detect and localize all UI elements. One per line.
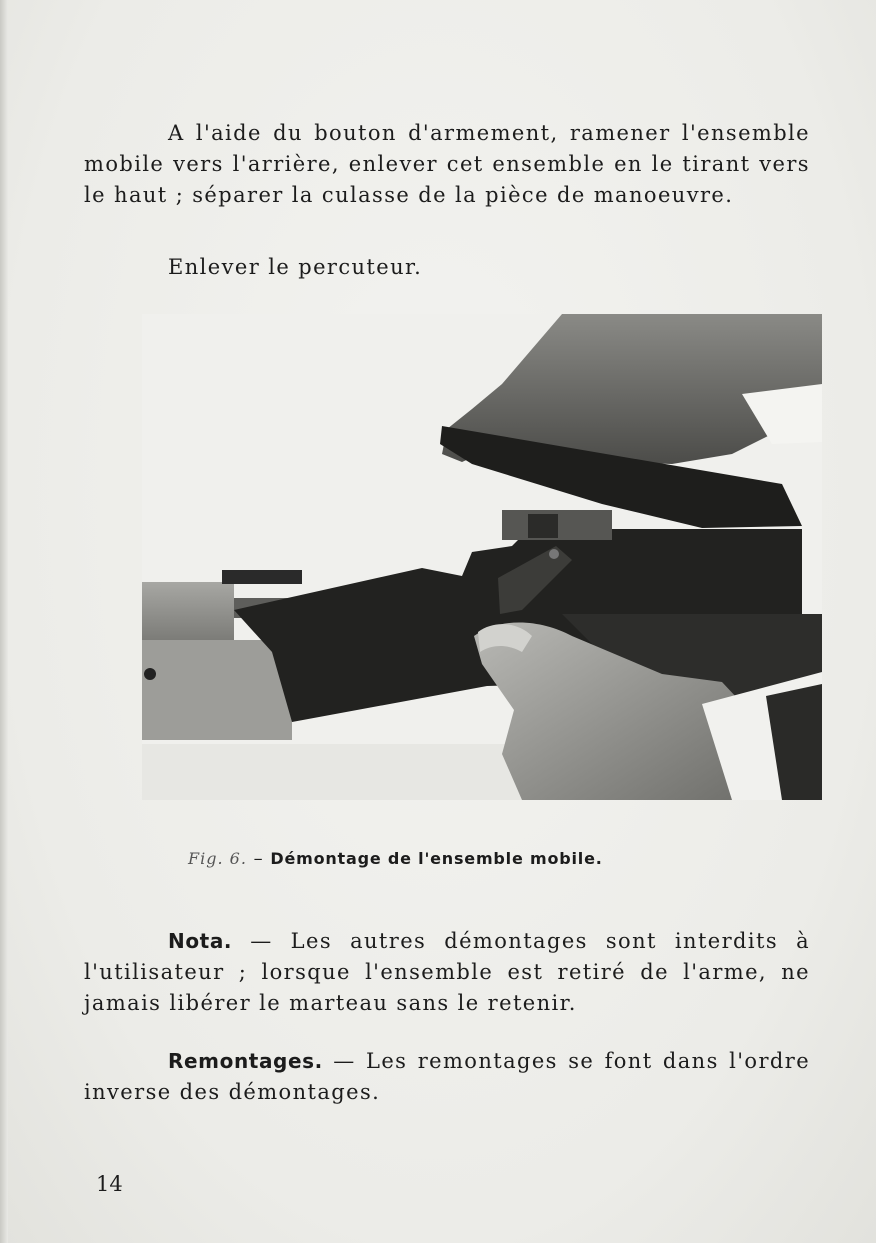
nota-text: Les autres démontages sont interdits à l'utilisateur ; lorsque l'ensemble est retiré de l'arme, ne jamais libérer le marteau sans le retenir. [84,929,811,1015]
page-binding-edge [0,0,8,1243]
nota-lead: Nota. [168,929,233,953]
remontages-text: Les remontages se font dans l'ordre inverse des démontages. [84,1049,811,1104]
page-number: 14 [96,1172,123,1196]
remontages-paragraph [84,1046,810,1108]
caption-text: Démontage de l'ensemble mobile. [270,849,603,868]
nota-dash: — [250,929,273,953]
figure-caption [188,848,808,869]
nota-paragraph [84,926,810,1019]
instruction-paragraph: A l'aide du bouton d'armement, ramener l'ensemble mobile vers l'arrière, enlever cet ensemble en le tirant vers le haut ; séparer la culasse de la pièce de manoeuvre. [84,121,810,207]
percuteur-paragraph: Enlever le percuteur. [168,255,423,279]
rifle-disassembly-illustration [142,314,822,800]
figure-photo [142,314,822,800]
caption-dash: – [253,848,264,869]
remontages-dash: — [333,1049,356,1073]
figure-label: Fig. 6. [188,849,247,868]
remontages-lead: Remontages. [168,1049,323,1073]
